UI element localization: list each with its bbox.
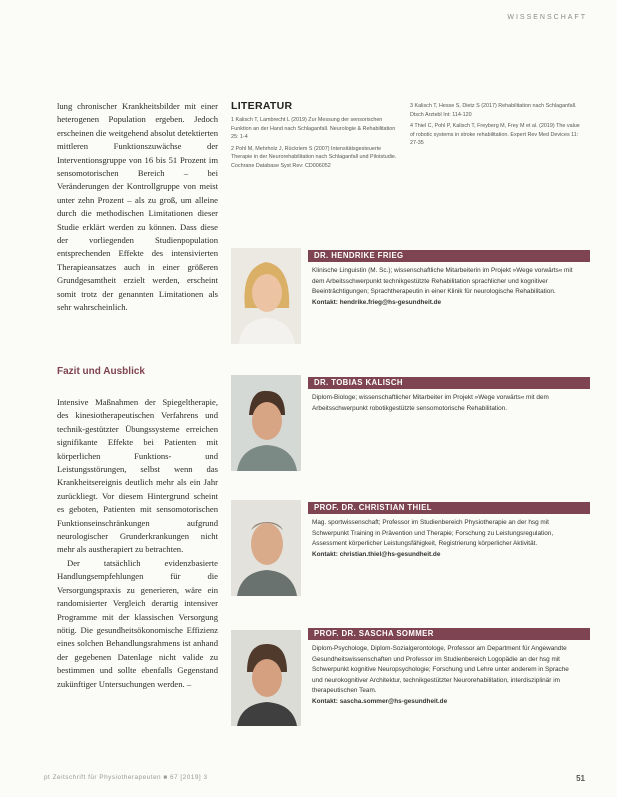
author-name-bar <box>308 502 590 514</box>
paragraph-1: lung chronischer Krankheitsbilder mit einer heterogenen Population ergeben. Jedoch erscheinen die weitgehend absolut detektierten mittleren Funktionszuwächse der Interventionsgruppe von 16 bis 51 Prozent im sensomotorischen Bereich – bei Veränderungen der Kontrollgruppe von meist unter zehn Prozent – als zu groß, um alleine durch die methodischen Limitationen dieser Studie erklärt werden zu können. Dass diese der vorliegenden Studienpopulation entsprechenden Effekte des intensivierten Therapieansatzes auch in einer größeren Grundgesamtheit erzielt werden, erscheint somit trotz der genannten Limitationen als sehr wahrscheinlich. <box>57 101 218 313</box>
references-right <box>410 102 580 151</box>
intro-text <box>57 100 218 315</box>
references-left <box>231 116 399 174</box>
portrait-icon <box>231 375 301 471</box>
author-contact: Kontakt: hendrike.frieg@hs-gesundheit.de <box>312 298 442 306</box>
author-bio-text: Mag. sportwissenschaft; Professor im Studienbereich Physiotherapie an der hsg mit Schwerpunkt Training in Prävention und Therapie; Forschung zu Leistungsregulation, Assessment körperlicher Leistungsfähigkeit, Registrierung körperlicher Aktivität. <box>312 519 554 547</box>
author-contact: Kontakt: sascha.sommer@hs-gesundheit.de <box>312 697 448 705</box>
author-bio-text: Diplom-Biologe; wissenschaftlicher Mitarbeiter im Projekt »Wege vorwärts« mit dem Arbeitsschwerpunkt robotikgestützte sensomotorische Rehabilitation. <box>312 394 549 412</box>
author-photo-frieg <box>231 248 301 344</box>
fazit-text <box>57 396 218 691</box>
author-photo-thiel <box>231 500 301 596</box>
author-name: PROF. DR. SASCHA SOMMER <box>314 629 434 638</box>
reference-item: 1 Kalisch T, Lambrecht L (2019) Zur Messung der sensorischen Funktion an der Hand nach Schlaganfall. Neurologie & Rehabilitation 25: 1-4 <box>231 117 396 141</box>
portrait-icon <box>231 500 301 596</box>
author-photo-kalisch <box>231 375 301 471</box>
fazit-heading: Fazit und Ausblick <box>57 366 145 377</box>
footer-citation: pt Zeitschrift für Physiotherapeuten ■ 67 [2019] 3 <box>44 774 208 781</box>
author-name: PROF. DR. CHRISTIAN THIEL <box>314 503 432 512</box>
author-contact: Kontakt: christian.thiel@hs-gesundheit.de <box>312 550 441 558</box>
paragraph-2: Intensive Maßnahmen der Spiegeltherapie, des kinesiotherapeutischen Verfahrens und technik-gestützter Übungssysteme erreichen signifikante Effekte bei Patienten mit körperlichen Funktions- und Leistungsstörungen, selbst wenn das Krankheitsereignis deutlich mehr als ein Jahr zurückliegt. Vor diesem Hintergrund scheint es geboten, Patienten mit sensomotorischen Funktionseinschränkungen aufgrund neurologischer Grunderkrankungen nicht mehr als austherapiert zu betrachten. <box>57 397 218 555</box>
page-number: 51 <box>576 774 585 783</box>
reference-item: 3 Kalisch T, Hesse S, Dietz S (2017) Rehabilitation nach Schlaganfall. Dtsch Arztebl Int: 114-120 <box>410 103 577 118</box>
literature-section <box>231 100 292 112</box>
paragraph-3: Der tatsächlich evidenzbasierte Handlungsempfehlungen für die Versorgungspraxis zu generieren, wäre ein randomisierter Vergleich derartig intensiver Programme mit der klassischen Versorgung nötig. Die gesundheitsökonomische Effizienz eines solchen Behandlungsrahmens ist anhand der gegebenen Datenlage nicht valide zu bestimmen und sollte ebenfalls Gegenstand zukünftiger Untersuchungen werden. – <box>57 557 218 689</box>
author-bio-text: Diplom-Psychologe, Diplom-Sozialgerontologe, Professor am Department für Angewandte Gesundheitswissenschaften und Professor im Studienbereich Logopädie an der hsg mit Schwerpunkt kognitive Neuropsychologie; Forschung und Lehre unter anderem in Sprache und neurokognitiver Architektur, technikgestützter Neurorehabilitation, interdisziplinär im therapeutischen Team. <box>312 645 569 694</box>
author-bio <box>312 266 580 308</box>
portrait-icon <box>231 248 301 344</box>
author-name-bar <box>308 628 590 640</box>
section-label: WISSENSCHAFT <box>507 14 587 21</box>
author-name-bar <box>308 377 590 389</box>
author-bio <box>312 393 580 414</box>
reference-item: 2 Pohl M, Mehrholz J, Rückriem S (2007) Intensitätsgesteuerte Therapie in der Neurorehabilitation nach Schlaganfall und Pilotstudie. Cochrane Database Syst Rev: CD006052 <box>231 145 397 169</box>
author-bio-text: Klinische Linguistin (M. Sc.); wissenschaftliche Mitarbeiterin im Projekt »Wege vorwärts« mit dem Arbeitsschwerpunkt technikgestützte Rehabilitation sprachlicher und kognitiver Beeinträchtigungen; Sprachtherapeutin in einer Klinik für neurologische Rehabilitation. <box>312 267 573 295</box>
author-bio <box>312 518 580 560</box>
author-photo-sommer <box>231 630 301 726</box>
author-bio <box>312 644 580 707</box>
author-name-bar <box>308 250 590 262</box>
fazit-section <box>57 366 218 377</box>
author-name: DR. HENDRIKE FRIEG <box>314 251 404 260</box>
author-name: DR. TOBIAS KALISCH <box>314 378 403 387</box>
portrait-icon <box>231 630 301 726</box>
literature-heading: LITERATUR <box>231 100 293 112</box>
reference-item: 4 Thiel C, Pohl P, Kalisch T, Freyberg M, Frey M et al. (2019) The value of robotic systems in stroke rehabilitation. Expert Rev Med Devices 11: 27-35 <box>410 123 580 147</box>
